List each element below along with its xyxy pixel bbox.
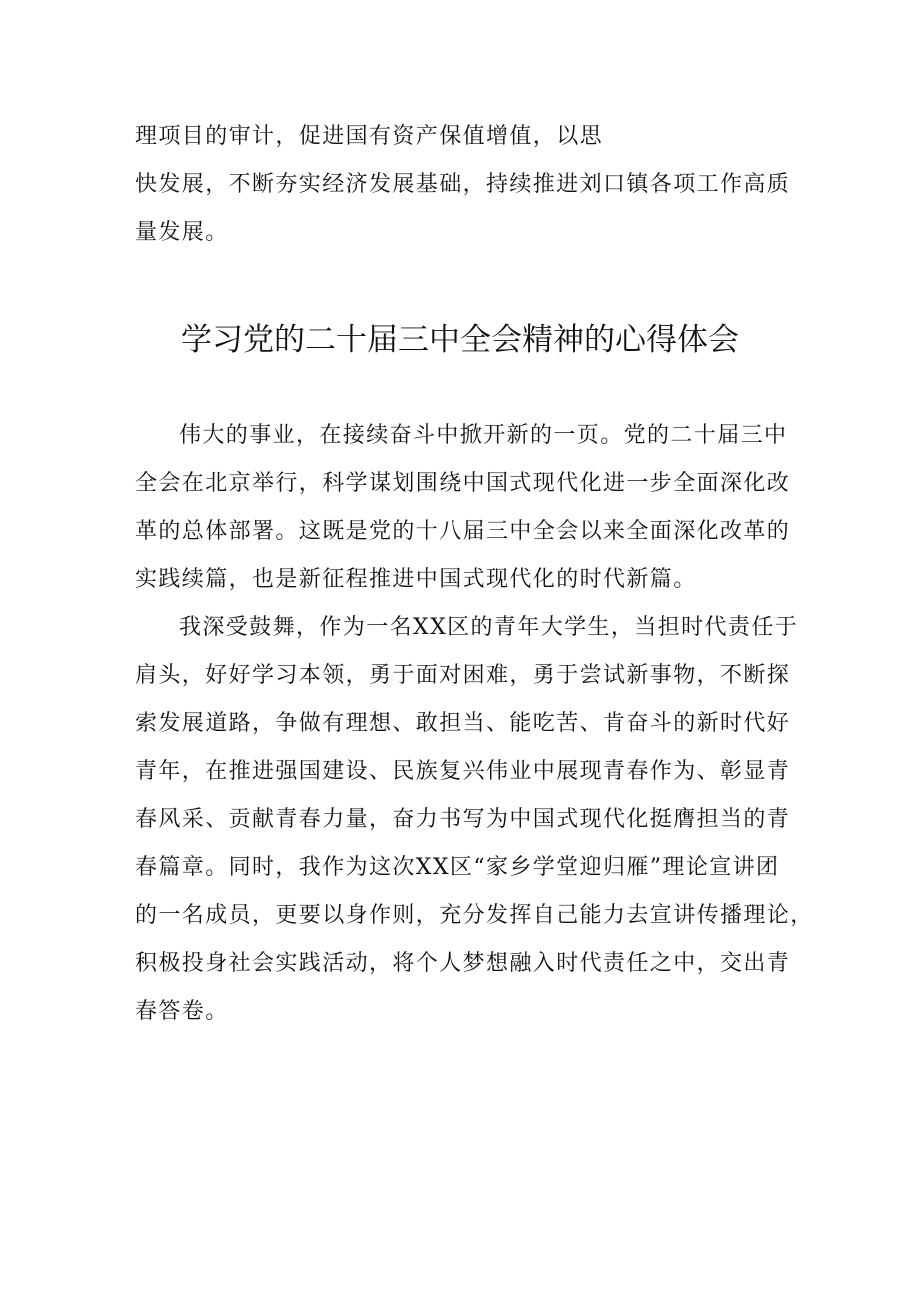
paragraph-1 xyxy=(135,412,795,604)
text-line: 青年，在推进强国建设、民族复兴伟业中展现青春作为、彰显青 xyxy=(135,759,791,784)
text-line: 的一名成员，更要以身作则，充分发挥自己能力去宣讲传播理论， xyxy=(135,903,814,928)
text-line: 理项目的审计，促进国有资产保值增值，以思 xyxy=(135,124,604,149)
text-line: 索发展道路，争做有理想、敢担当、能吃苦、肯奋斗的新时代好 xyxy=(135,711,791,736)
text-line: 春答卷。 xyxy=(135,999,229,1024)
document-body xyxy=(135,412,814,1036)
text-line: 肩头，好好学习本领，勇于面对困难，勇于尝试新事物，不断探 xyxy=(135,663,791,688)
text-line: 快发展，不断夯实经济发展基础，持续推进刘口镇各项工作高质 xyxy=(135,172,791,197)
text-line: 春风采、贡献青春力量，奋力书写为中国式现代化挺膺担当的青 xyxy=(135,807,791,832)
text-line: 伟大的事业，在接续奋斗中掀开新的一页。党的二十届三中 xyxy=(179,423,788,448)
document-title: 学习党的二十届三中全会精神的心得体会 xyxy=(181,322,739,358)
text-line: 积极投身社会实践活动，将个人梦想融入时代责任之中，交出青 xyxy=(135,951,791,976)
paragraph-2 xyxy=(135,604,814,1036)
text-line: 量发展。 xyxy=(135,220,229,245)
continued-paragraph xyxy=(135,113,795,257)
text-line: 实践续篇，也是新征程推进中国式现代化的时代新篇。 xyxy=(135,567,697,592)
text-line: 我深受鼓舞，作为一名XX区的青年大学生，当担时代责任于 xyxy=(179,615,799,640)
text-line: 革的总体部署。这既是党的十八届三中全会以来全面深化改革的 xyxy=(135,519,791,544)
text-line: 春篇章。同时，我作为这次XX区“家乡学堂迎归雁”理论宣讲团 xyxy=(135,855,780,880)
text-line: 全会在北京举行，科学谋划围绕中国式现代化进一步全面深化改 xyxy=(135,471,791,496)
